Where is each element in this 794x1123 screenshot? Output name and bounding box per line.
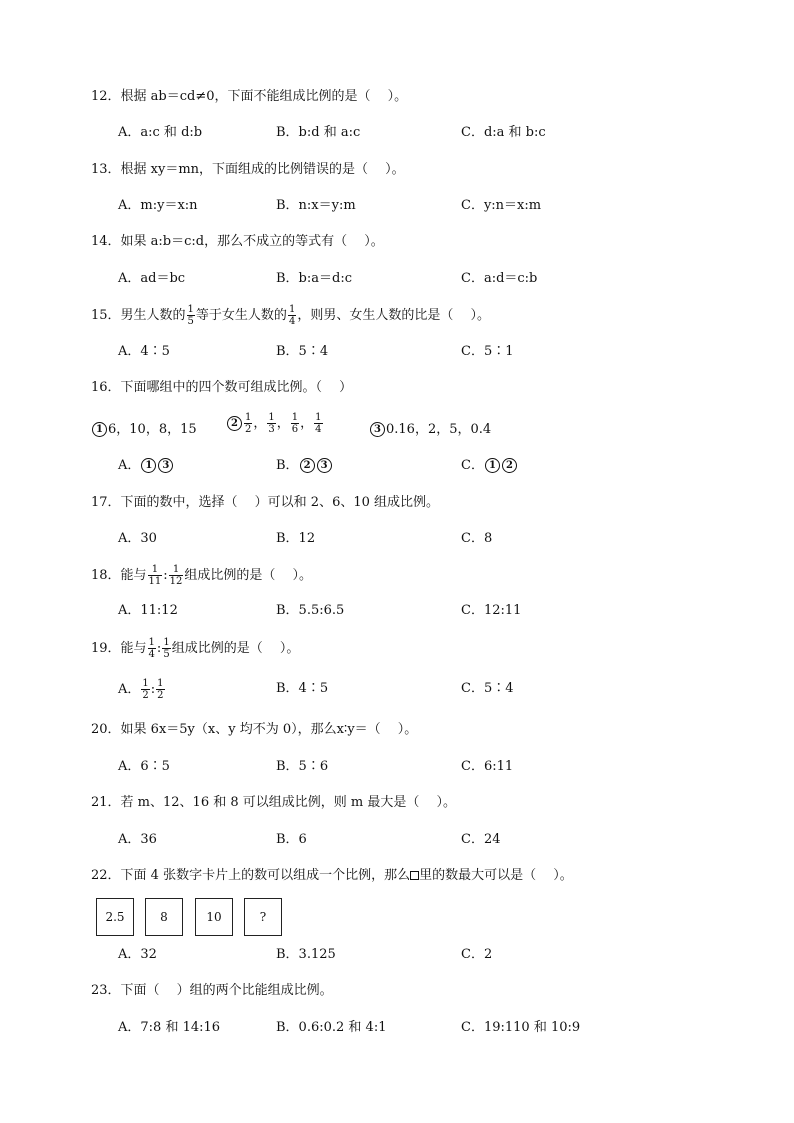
group-3-values: 0.16，2，5，0.4 — [386, 422, 492, 437]
option-c[interactable]: C．24 — [461, 832, 501, 847]
circled-number-icon: 2 — [300, 458, 315, 473]
numerator: 1 — [169, 564, 184, 576]
fraction — [162, 637, 170, 660]
option-b[interactable]: B．b:d 和 a:c — [276, 125, 361, 140]
denominator: 3 — [268, 424, 275, 435]
numerator: 1 — [315, 412, 322, 423]
fraction — [141, 678, 149, 701]
option-b[interactable]: B．6 — [276, 832, 307, 847]
option-b[interactable]: B．4∶5 — [276, 681, 329, 696]
option-b[interactable]: B．3.125 — [276, 947, 336, 962]
stem-text: ，则男、女生人数的比是（ ）。 — [297, 308, 490, 323]
circled-number-icon: 3 — [370, 422, 385, 437]
numerator: 1 — [148, 637, 155, 648]
number-card: 2.5 — [96, 898, 134, 936]
number-card: 10 — [195, 898, 233, 936]
numerator: 1 — [245, 412, 252, 423]
ratio-sign: : — [156, 641, 162, 656]
option-c[interactable]: C．19:110 和 10:9 — [461, 1020, 581, 1035]
option-c[interactable]: C．a:d＝c:b — [461, 271, 538, 286]
denominator: 2 — [142, 690, 149, 701]
option-b[interactable]: B．12 — [276, 531, 316, 546]
option-a[interactable]: A．6∶5 — [118, 759, 170, 774]
number-card: 8 — [145, 898, 183, 936]
option-b[interactable]: B．n:x＝y:m — [276, 198, 356, 213]
question-13-stem: 13．根据 xy＝mn，下面组成的比例错误的是（ ）。 — [91, 162, 405, 177]
option-a[interactable]: A．7:8 和 14:16 — [118, 1020, 221, 1035]
denominator: 12 — [169, 576, 183, 587]
option-c[interactable]: C．8 — [461, 531, 493, 546]
option-a[interactable]: A．30 — [118, 531, 157, 546]
fraction — [244, 412, 252, 435]
option-a[interactable]: A．36 — [118, 832, 157, 847]
option-a[interactable] — [118, 456, 174, 476]
ratio-sign: : — [163, 568, 168, 583]
fraction — [291, 412, 299, 435]
option-c[interactable]: C．y:n＝x:m — [461, 198, 542, 213]
option-c[interactable]: C．d:a 和 b:c — [461, 125, 546, 140]
option-a[interactable]: A．11:12 — [118, 603, 178, 618]
option-a[interactable]: A．ad＝bc — [118, 271, 186, 286]
option-b[interactable] — [276, 456, 333, 476]
circled-number-icon: 1 — [485, 458, 500, 473]
option-b[interactable]: B．5∶6 — [276, 759, 329, 774]
group-1 — [91, 420, 197, 440]
option-label: A． — [118, 458, 141, 473]
numerator: 1 — [163, 637, 170, 648]
group-1-values: 6，10，8，15 — [108, 422, 197, 437]
denominator: 6 — [291, 424, 299, 435]
option-c[interactable] — [461, 456, 518, 476]
numerator: 1 — [288, 304, 296, 315]
stem-text: 组成比例的是（ ）。 — [171, 641, 300, 656]
option-c[interactable]: C．2 — [461, 947, 493, 962]
option-b[interactable]: B．0.6:0.2 和 4:1 — [276, 1020, 387, 1035]
numerator: 1 — [157, 678, 164, 689]
question-16-stem: 16．下面哪组中的四个数可组成比例。（ ） — [91, 380, 353, 395]
stem-text: 里的数最大可以是（ ）。 — [419, 868, 573, 883]
group-3 — [369, 420, 491, 440]
question-19-stem — [91, 637, 299, 660]
question-15-stem — [91, 304, 490, 327]
fraction — [169, 564, 184, 587]
numerator: 1 — [148, 564, 163, 576]
option-c[interactable]: C．12:11 — [461, 603, 522, 618]
option-c[interactable]: C．5∶4 — [461, 681, 514, 696]
stem-text: 18．能与 — [91, 568, 147, 583]
question-18-stem — [91, 564, 312, 587]
group-2: 2 $\frac{1}{2}$ ， $\frac{1}{3}$ ， $\frac{1}{6}$ ， $\frac{1}{4}$ — [226, 412, 324, 435]
option-a[interactable]: A．a:c 和 d:b — [118, 125, 203, 140]
numerator: 1 — [268, 412, 275, 423]
option-a[interactable] — [118, 678, 166, 701]
numerator: 1 — [142, 678, 149, 689]
fraction — [288, 304, 296, 327]
circled-number-icon: 2 — [227, 416, 242, 431]
option-c[interactable]: C．6:11 — [461, 759, 514, 774]
option-label: B． — [276, 458, 299, 473]
question-22-stem — [91, 866, 573, 886]
denominator: 4 — [288, 316, 296, 327]
fraction — [267, 412, 275, 435]
fraction — [187, 304, 195, 327]
circled-number-icon: 1 — [92, 422, 107, 437]
numerator: 1 — [291, 412, 299, 423]
stem-text: 等于女生人数的 — [195, 308, 287, 323]
fraction — [148, 564, 163, 587]
numerator: 1 — [187, 304, 194, 315]
question-23-stem: 23．下面（ ）组的两个比能组成比例。 — [91, 983, 333, 998]
denominator: 2 — [157, 690, 164, 701]
denominator: 5 — [163, 649, 170, 660]
option-label: C． — [461, 458, 484, 473]
denominator: 2 — [245, 424, 252, 435]
option-b[interactable]: B．b:a＝d:c — [276, 271, 352, 286]
fraction — [314, 412, 322, 435]
denominator: 4 — [148, 649, 155, 660]
option-b[interactable]: B．5.5:6.5 — [276, 603, 345, 618]
option-b[interactable]: B．5∶4 — [276, 344, 329, 359]
option-a[interactable]: A．4∶5 — [118, 344, 170, 359]
circled-number-icon: 3 — [317, 458, 332, 473]
ratio-sign: : — [150, 682, 156, 697]
stem-text: 22．下面 4 张数字卡片上的数可以组成一个比例，那么 — [91, 868, 411, 883]
question-21-stem: 21．若 m、12、16 和 8 可以组成比例，则 m 最大是（ ）。 — [91, 795, 456, 810]
circled-number-icon: 2 — [502, 458, 517, 473]
stem-text: 组成比例的是（ ）。 — [184, 568, 313, 583]
circled-number-icon: 1 — [141, 458, 156, 473]
circled-number-icon: 3 — [158, 458, 173, 473]
option-a[interactable]: A．m:y＝x:n — [118, 198, 198, 213]
question-14-stem: 14．如果 a:b＝c:d，那么不成立的等式有（ ）。 — [91, 234, 384, 249]
denominator: 11 — [148, 576, 162, 587]
denominator: 5 — [187, 316, 194, 327]
question-12-stem: 12．根据 ab＝cd≠0，下面不能组成比例的是（ ）。 — [91, 89, 408, 104]
option-label: A． — [118, 682, 141, 697]
number-card: ? — [244, 898, 282, 936]
stem-text: 15．男生人数的 — [91, 308, 186, 323]
fraction — [148, 637, 156, 660]
stem-text: 19．能与 — [91, 641, 147, 656]
question-20-stem: 20．如果 6x＝5y（x、y 均不为 0），那么x∶y＝（ ）。 — [91, 722, 418, 737]
option-c[interactable]: C．5∶1 — [461, 344, 514, 359]
question-17-stem: 17．下面的数中，选择（ ）可以和 2、6、10 组成比例。 — [91, 495, 440, 510]
option-a[interactable]: A．32 — [118, 947, 157, 962]
blank-box-icon — [410, 871, 419, 880]
fraction — [156, 678, 164, 701]
denominator: 4 — [315, 424, 322, 435]
